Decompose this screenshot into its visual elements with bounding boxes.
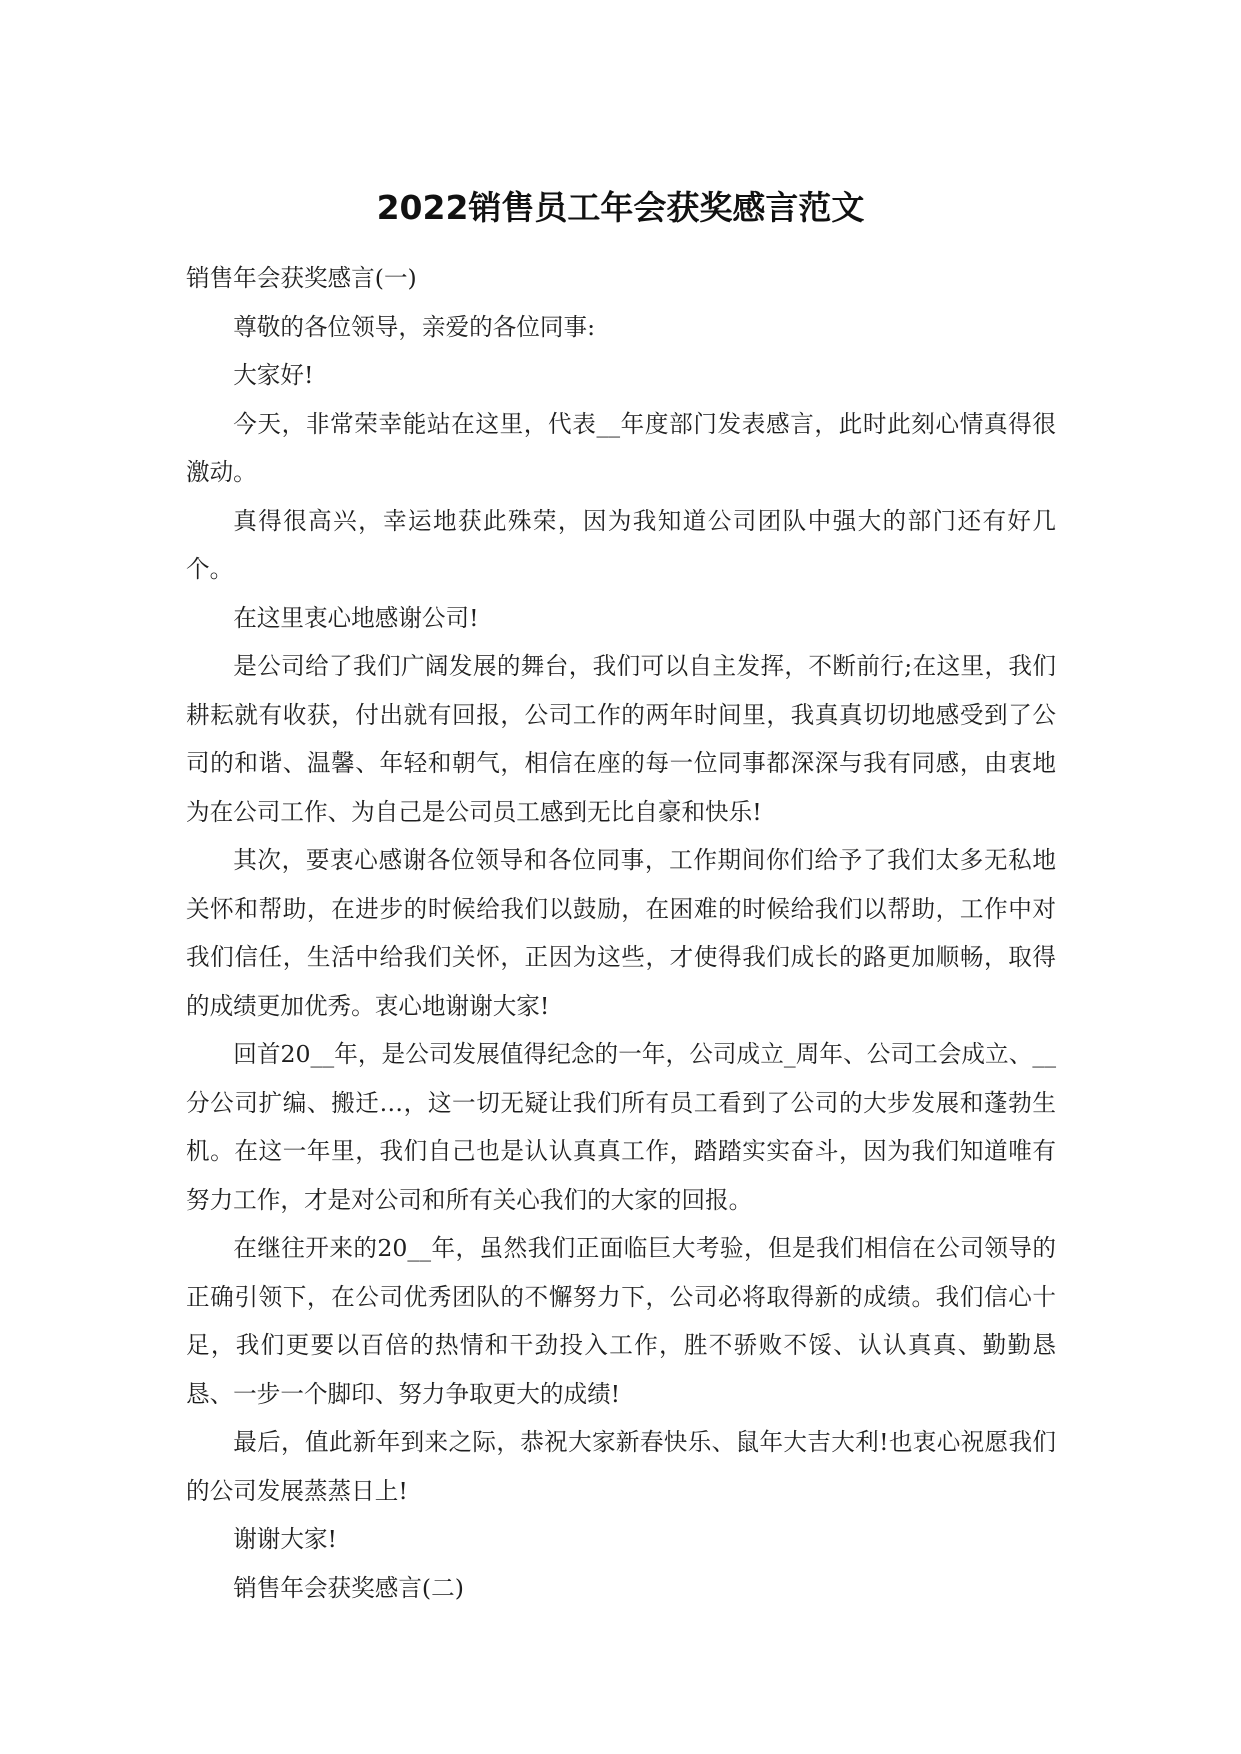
paragraph: 今天，非常荣幸能站在这里，代表__年度部门发表感言，此时此刻心情真得很激动。 xyxy=(186,409,1056,486)
section-heading: 销售年会获奖感言(二) xyxy=(233,1573,464,1602)
document-body xyxy=(186,254,1056,1612)
paragraph: 在这里衷心地感谢公司! xyxy=(233,603,479,632)
document-title: 2022销售员工年会获奖感言范文 xyxy=(376,188,865,227)
section-heading: 销售年会获奖感言(一) xyxy=(186,264,417,292)
paragraph-salutation: 尊敬的各位领导，亲爱的各位同事: xyxy=(233,312,596,341)
paragraph: 是公司给了我们广阔发展的舞台，我们可以自主发挥，不断前行;在这里，我们耕耘就有收获，付出就有回报，公司工作的两年时间里，我真真切切地感受到了公司的和谐、温馨、年轻和朝气，相信在座的每一位同事都深深与我有同感，由衷地为在公司工作、为自己是公司员工感到无比自豪和快乐! xyxy=(186,652,1056,826)
paragraph-thanks: 谢谢大家! xyxy=(233,1525,338,1553)
paragraph: 其次，要衷心感谢各位领导和各位同事，工作期间你们给予了我们太多无私地关怀和帮助，在进步的时候给我们以鼓励，在困难的时候给我们以帮助，工作中对我们信任，生活中给我们关怀，正因为这些，才使得我们成长的路更加顺畅，取得的成绩更加优秀。衷心地谢谢大家! xyxy=(186,846,1056,1020)
paragraph: 最后，值此新年到来之际，恭祝大家新春快乐、鼠年大吉大利!也衷心祝愿我们的公司发展蒸蒸日上! xyxy=(186,1428,1056,1505)
paragraph-greeting: 大家好! xyxy=(233,361,314,389)
paragraph: 在继往开来的20__年，虽然我们正面临巨大考验，但是我们相信在公司领导的正确引领下，在公司优秀团队的不懈努力下，公司必将取得新的成绩。我们信心十足，我们更要以百倍的热情和干劲投入工作，胜不骄败不馁、认认真真、勤勤恳恳、一步一个脚印、努力争取更大的成绩! xyxy=(186,1234,1056,1408)
paragraph: 真得很高兴，幸运地获此殊荣，因为我知道公司团队中强大的部门还有好几个。 xyxy=(186,506,1056,583)
paragraph: 回首20__年，是公司发展值得纪念的一年，公司成立_周年、公司工会成立、__分公司扩编、搬迁…，这一切无疑让我们所有员工看到了公司的大步发展和蓬勃生机。在这一年里，我们自己也是认认真真工作，踏踏实实奋斗，因为我们知道唯有努力工作，才是对公司和所有关心我们的大家的回报。 xyxy=(186,1040,1056,1214)
